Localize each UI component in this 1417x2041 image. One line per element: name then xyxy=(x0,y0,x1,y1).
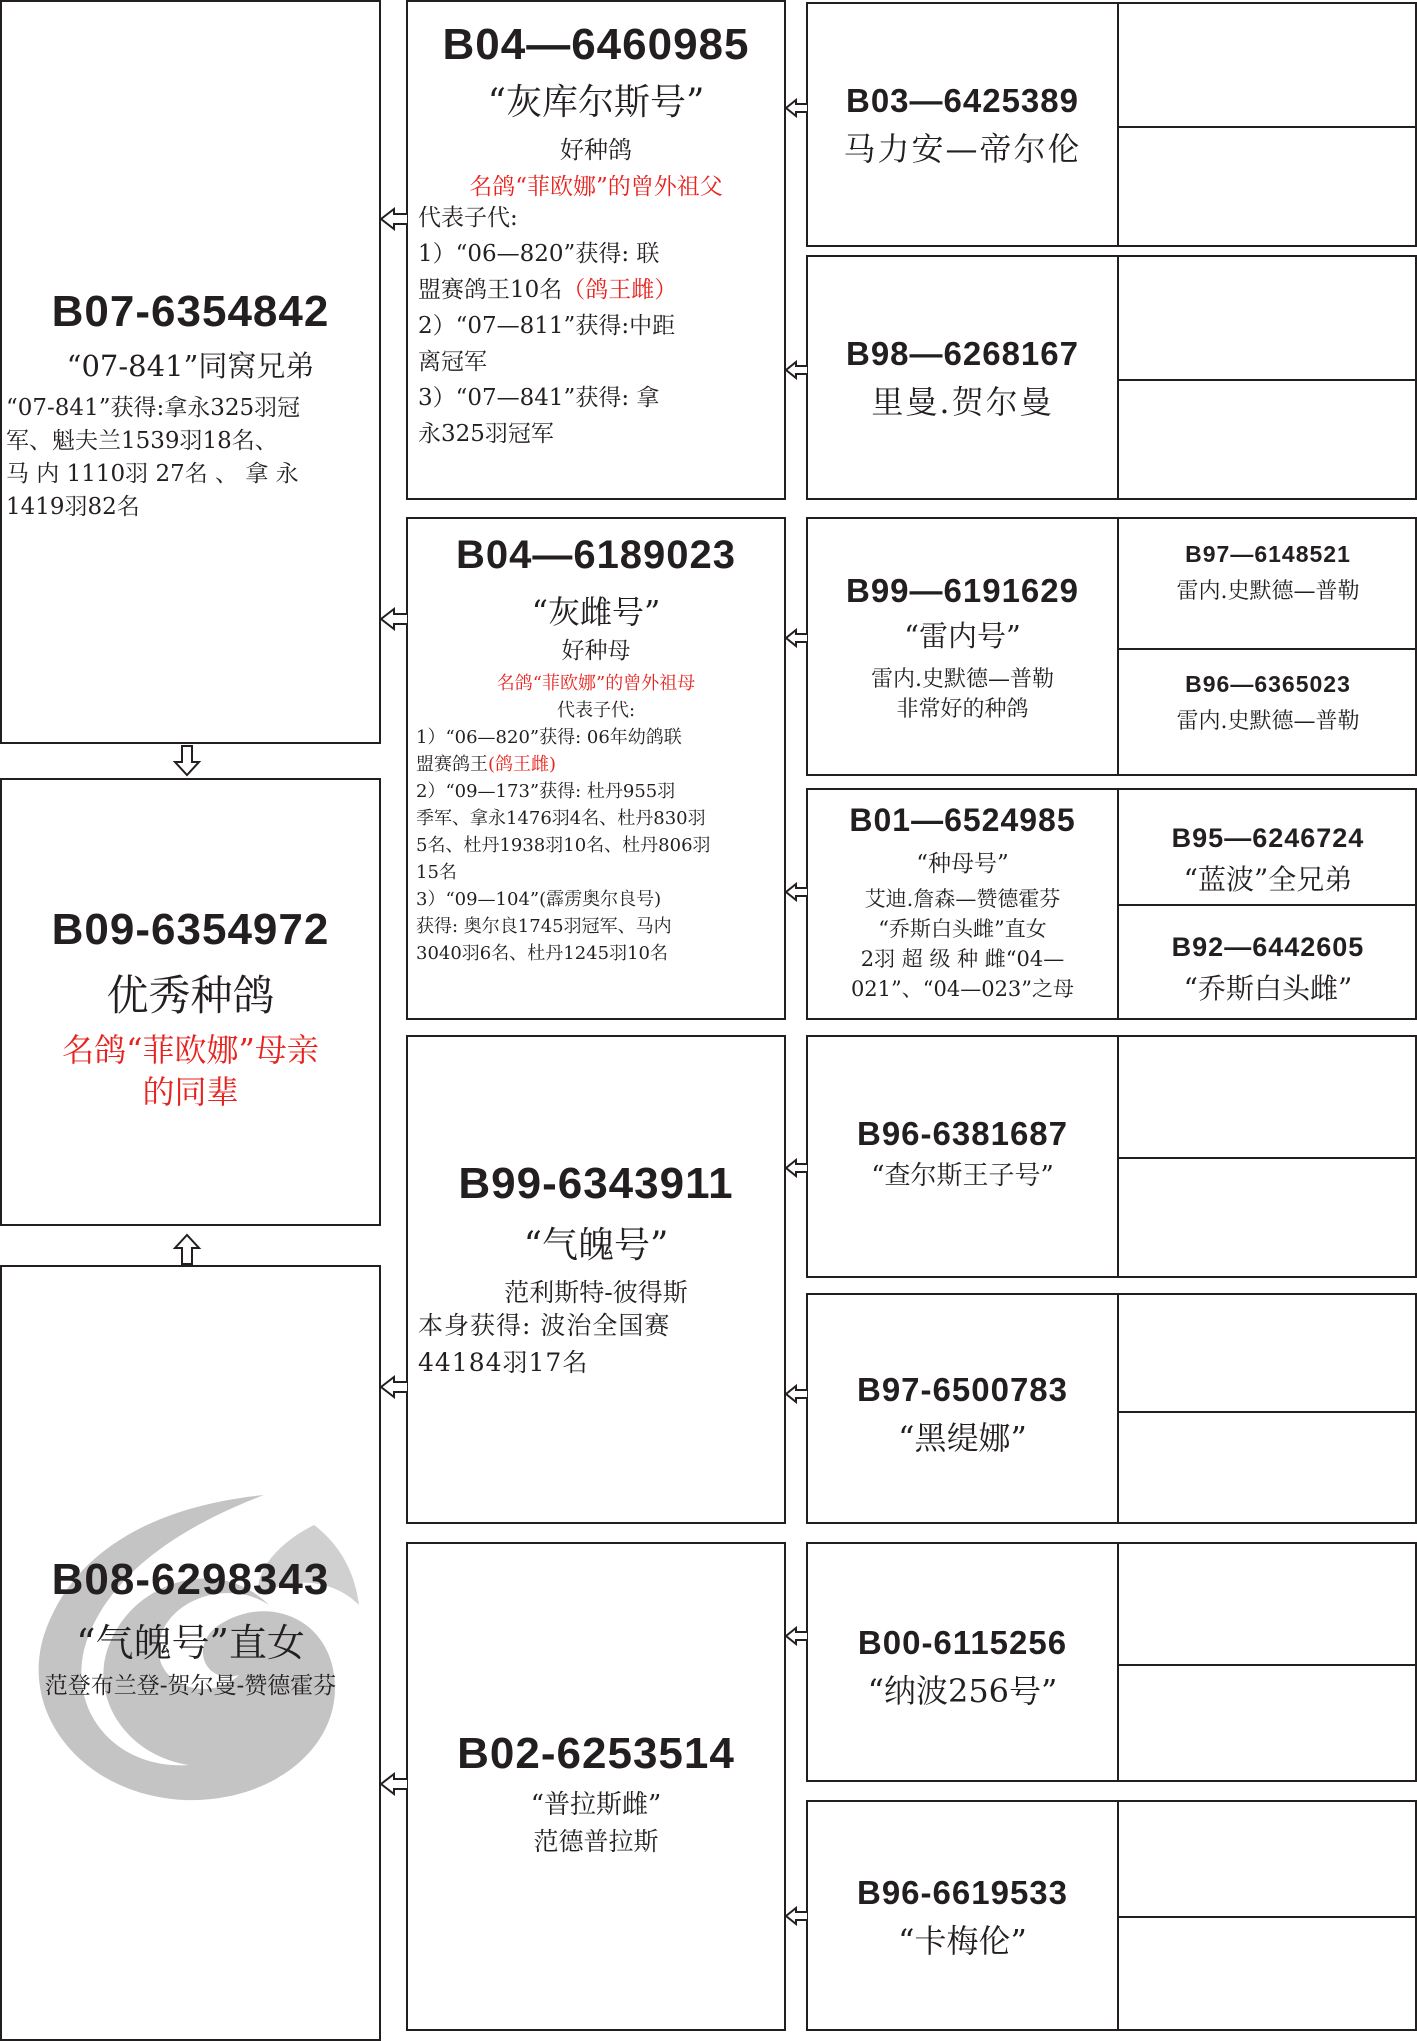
gen3-line: 021”、“04—023”之母 xyxy=(850,977,1075,1001)
arrow-left-icon xyxy=(379,607,408,631)
divider xyxy=(1117,1916,1417,1918)
gen4-line: “蓝波”全兄弟 xyxy=(1183,863,1353,896)
dam-sire-breeder: 范利斯特-彼得斯 xyxy=(504,1278,688,1307)
gen3-line: “卡梅伦” xyxy=(898,1922,1027,1960)
note-line: 3）“09—104”(霹雳奥尔良号) xyxy=(416,889,662,910)
note-line: 离冠军 xyxy=(418,349,487,375)
gen3-ring: B98—6268167 xyxy=(845,335,1079,372)
gen3-card-6 xyxy=(806,1293,1417,1524)
arrow-left-icon xyxy=(784,1384,808,1404)
note-line: 44184羽17名 xyxy=(418,1348,589,1377)
gen3-line: 雷内.史默德—普勒 xyxy=(871,667,1054,692)
gen3-card-8 xyxy=(806,1800,1417,2031)
sire-dam-highlight: 名鸽“菲欧娜”的曾外祖母 xyxy=(496,673,696,694)
dam-card xyxy=(0,1265,381,2041)
note-line: 获得: 奥尔良1745羽冠军、马内 xyxy=(416,916,672,937)
note-line: 季军、拿永1476羽4名、杜丹830羽 xyxy=(416,808,706,829)
note-line: 1）“06—820”获得: 联 xyxy=(418,241,660,267)
note-line: 2）“09—173”获得: 杜丹955羽 xyxy=(416,781,676,802)
gen3-card-5 xyxy=(806,1035,1417,1278)
divider xyxy=(1117,1664,1417,1666)
arrow-left-icon xyxy=(784,628,808,648)
dam-ring: B08-6298343 xyxy=(51,1555,330,1604)
arrow-left-icon xyxy=(379,1375,408,1399)
gen3-card-4 xyxy=(806,788,1417,1020)
note-line: 永325羽冠军 xyxy=(418,421,554,447)
divider xyxy=(1117,1411,1417,1413)
sire-dam-role: 好种母 xyxy=(561,638,631,664)
note-line: 代表子代: xyxy=(418,205,518,231)
gen3-ring: B01—6524985 xyxy=(849,802,1076,838)
gen3-line: 里曼.贺尔曼 xyxy=(871,383,1054,421)
subject-title: 优秀种鸽 xyxy=(106,971,275,1020)
sire-title: “07-841”同窝兄弟 xyxy=(66,349,315,383)
gen4-ring: B96—6365023 xyxy=(1185,671,1351,697)
subject-card xyxy=(0,778,381,1226)
gen3-line: 2羽 超 级 种 雌“04— xyxy=(860,947,1065,971)
arrow-left-icon xyxy=(379,207,408,231)
divider xyxy=(1117,379,1417,381)
arrow-down-icon xyxy=(172,744,202,778)
gen3-ring: B03—6425389 xyxy=(845,82,1079,119)
dam-dam-ring: B02-6253514 xyxy=(457,1729,735,1778)
note-line: 3040羽6名、杜丹1245羽10名 xyxy=(416,943,668,964)
arrow-left-icon xyxy=(784,882,808,902)
gen4-ring: B97—6148521 xyxy=(1185,541,1351,567)
gen3-ring: B00-6115256 xyxy=(857,1624,1068,1661)
divider xyxy=(1117,904,1417,906)
dam-dam-name: “普拉斯雌” xyxy=(530,1790,662,1820)
divider xyxy=(1117,1295,1119,1524)
arrow-up-icon xyxy=(172,1232,202,1266)
gen3-line: “黑缇娜” xyxy=(898,1419,1027,1457)
gen3-line: “雷内号” xyxy=(904,619,1021,653)
gen3-line: 非常好的种鸽 xyxy=(896,697,1029,722)
sire-card xyxy=(0,0,381,744)
divider xyxy=(1117,1157,1417,1159)
sire-dam-notes-head: 代表子代: xyxy=(556,700,636,721)
dam-title: “气魄号”直女 xyxy=(76,1621,305,1665)
sire-note-line: 1419羽82名 xyxy=(6,494,140,520)
subject-highlight-line: 名鸽“菲欧娜”母亲 xyxy=(62,1031,319,1069)
dam-sire-name: “气魄号” xyxy=(523,1225,669,1266)
gen4-line: “乔斯白头雌” xyxy=(1183,972,1353,1005)
sire-sire-highlight: 名鸽“菲欧娜”的曾外祖父 xyxy=(469,174,723,200)
note-line: 本身获得: 波治全国赛 xyxy=(418,1311,671,1340)
note-line: 3）“07—841”获得: 拿 xyxy=(418,385,660,411)
sire-dam-ring: B04—6189023 xyxy=(455,533,737,577)
arrow-left-icon xyxy=(784,1158,808,1178)
dam-breeder: 范登布兰登-贺尔曼-赞德霍芬 xyxy=(44,1673,337,1699)
gen3-card-3 xyxy=(806,517,1417,776)
gen4-ring: B95—6246724 xyxy=(1171,823,1365,853)
gen3-line: “乔斯白头雌”直女 xyxy=(878,917,1047,941)
note-line: 15名 xyxy=(416,862,457,883)
subject-ring: B09-6354972 xyxy=(51,905,330,954)
note-line: 盟赛鸽王(鸽王雌) xyxy=(416,754,557,775)
arrow-left-icon xyxy=(784,98,808,118)
arrow-left-icon xyxy=(784,1626,808,1646)
gen4-line: 雷内.史默德—普勒 xyxy=(1176,579,1360,604)
note-line: 盟赛鸽王10名（鸽王雌） xyxy=(418,277,678,303)
dam-dam-card xyxy=(406,1542,786,2031)
arrow-left-icon xyxy=(784,1906,808,1926)
dam-sire-card xyxy=(406,1035,786,1524)
arrow-left-icon xyxy=(379,1772,408,1796)
gen3-ring: B97-6500783 xyxy=(857,1371,1068,1408)
note-line: 1）“06—820”获得: 06年幼鸽联 xyxy=(416,727,682,748)
gen3-ring: B96-6381687 xyxy=(857,1115,1068,1152)
sire-note-line: “07-841”获得:拿永325羽冠 xyxy=(6,395,301,421)
sire-dam-card xyxy=(406,517,786,1020)
sire-sire-role: 好种鸽 xyxy=(560,136,632,164)
gen3-card-1 xyxy=(806,2,1417,247)
subject-highlight-line: 的同辈 xyxy=(142,1073,239,1111)
dam-sire-ring: B99-6343911 xyxy=(458,1159,734,1208)
gen3-ring: B99—6191629 xyxy=(845,572,1079,609)
sire-sire-name: “灰库尔斯号” xyxy=(487,82,705,123)
gen3-line: “种母号” xyxy=(916,851,1009,877)
sire-sire-ring: B04—6460985 xyxy=(442,20,750,69)
gen3-card-7 xyxy=(806,1542,1417,1782)
sire-dam-name: “灰雌号” xyxy=(531,593,661,631)
sire-sire-card xyxy=(406,0,786,500)
gen4-line: 雷内.史默德—普勒 xyxy=(1176,709,1360,734)
gen3-line: “查尔斯王子号” xyxy=(871,1161,1054,1191)
dam-sire-notes xyxy=(418,1307,778,1381)
note-line: 2）“07—811”获得:中距 xyxy=(418,313,676,339)
arrow-left-icon xyxy=(784,360,808,380)
gen3-card-2 xyxy=(806,255,1417,500)
note-line: 5名、杜丹1938羽10名、杜丹806羽 xyxy=(416,835,711,856)
divider xyxy=(1117,1544,1119,1782)
dam-dam-breeder: 范德普拉斯 xyxy=(533,1827,659,1856)
gen3-line: “纳波256号” xyxy=(867,1672,1058,1710)
sire-dam-notes xyxy=(416,724,780,967)
gen3-ring: B96-6619533 xyxy=(857,1874,1068,1911)
sire-note-line: 马 内 1110羽 27名 、 拿 永 xyxy=(6,461,299,487)
sire-notes xyxy=(6,392,377,524)
sire-ring: B07-6354842 xyxy=(51,287,330,336)
sire-note-line: 军、魁夫兰1539羽18名、 xyxy=(6,428,278,454)
divider xyxy=(1117,126,1417,128)
divider xyxy=(1117,648,1417,650)
gen3-line: 艾迪.詹森—赞德霍芬 xyxy=(864,887,1061,911)
gen4-ring: B92—6442605 xyxy=(1171,932,1365,962)
gen3-line: 马力安—帝尔伦 xyxy=(843,130,1082,168)
sire-sire-notes xyxy=(418,200,778,452)
